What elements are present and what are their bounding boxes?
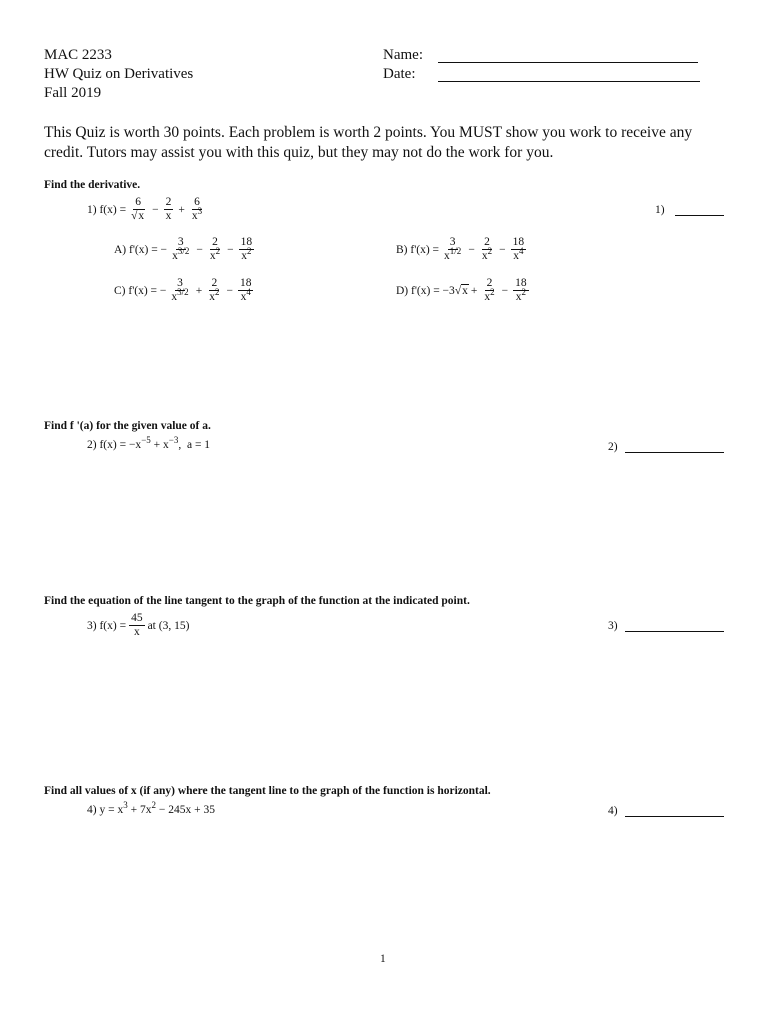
sqrt-symbol: √	[131, 210, 138, 222]
section-heading: Find the derivative.	[44, 179, 141, 191]
answer-label-4: 4)	[608, 805, 618, 817]
problem-4: 4) y = x 3 + 7x 2 − 245x + 35	[87, 800, 215, 816]
answer-label-3: 3)	[608, 620, 618, 632]
name-field[interactable]	[438, 62, 698, 63]
answer-label-2: 2)	[608, 441, 618, 453]
name-label: Name:	[383, 47, 423, 63]
date-label: Date:	[383, 66, 416, 82]
choice-c[interactable]: C) f'(x) = − $\frac{3}{x^{3/2}}$ + $\frac{2}{x^2}$ − $\frac{18}{x^4}$	[114, 277, 252, 303]
answer-blank-2[interactable]	[625, 452, 724, 453]
answer-label-1: 1)	[655, 204, 665, 216]
problem-1: 1) f(x) = $\frac{6}{√x}$ − $\frac{2}{x}$ + $\frac{6}{x^3}$	[87, 196, 203, 222]
instructions: This Quiz is worth 30 points. Each problem is worth 2 points. You MUST show you work to receive any credit. Tutors may assist you with this quiz, but they may not do the work for you.	[44, 124, 693, 161]
problem-3: 3) f(x) = $\frac{45}{x}$ at (3, 15)	[87, 612, 190, 638]
page-number: 1	[380, 953, 386, 965]
quiz-title: HW Quiz on Derivatives	[44, 66, 194, 82]
section-heading: Find all values of x (if any) where the tangent line to the graph of the function is horizontal.	[44, 785, 491, 797]
fraction: $\frac{6}{√x}$	[131, 196, 145, 222]
date-field[interactable]	[438, 81, 700, 82]
answer-blank-4[interactable]	[625, 816, 724, 817]
answer-blank-1[interactable]	[675, 215, 724, 216]
sqrt-symbol: √	[454, 284, 462, 297]
choice-d[interactable]: D) f'(x) = −3 √ x + $\frac{2}{x^2}$ − $\frac{18}{x^2}$	[396, 277, 527, 303]
course-code: MAC 2233	[44, 47, 112, 63]
answer-blank-3[interactable]	[625, 631, 724, 632]
problem-2: 2) f(x) = −x −5 + x −3 , a = 1	[87, 435, 211, 451]
section-heading: Find the equation of the line tangent to the graph of the function at the indicated point.	[44, 595, 470, 607]
choice-b[interactable]: B) f'(x) = $\frac{3}{x^{1/2}}$ − $\frac{2}{x^2}$ − $\frac{18}{x^4}$	[396, 236, 525, 262]
problem-number: 1)	[87, 203, 97, 216]
fraction: $\frac{6}{x^3}$	[191, 196, 203, 222]
fraction: $\frac{2}{x}$	[165, 196, 172, 222]
term: Fall 2019	[44, 85, 102, 101]
section-heading: Find f '(a) for the given value of a.	[44, 420, 211, 432]
choice-a[interactable]: A) f'(x) = − $\frac{3}{x^{3/2}}$ − $\frac{2}{x^2}$ − $\frac{18}{x^2}$	[114, 236, 253, 262]
